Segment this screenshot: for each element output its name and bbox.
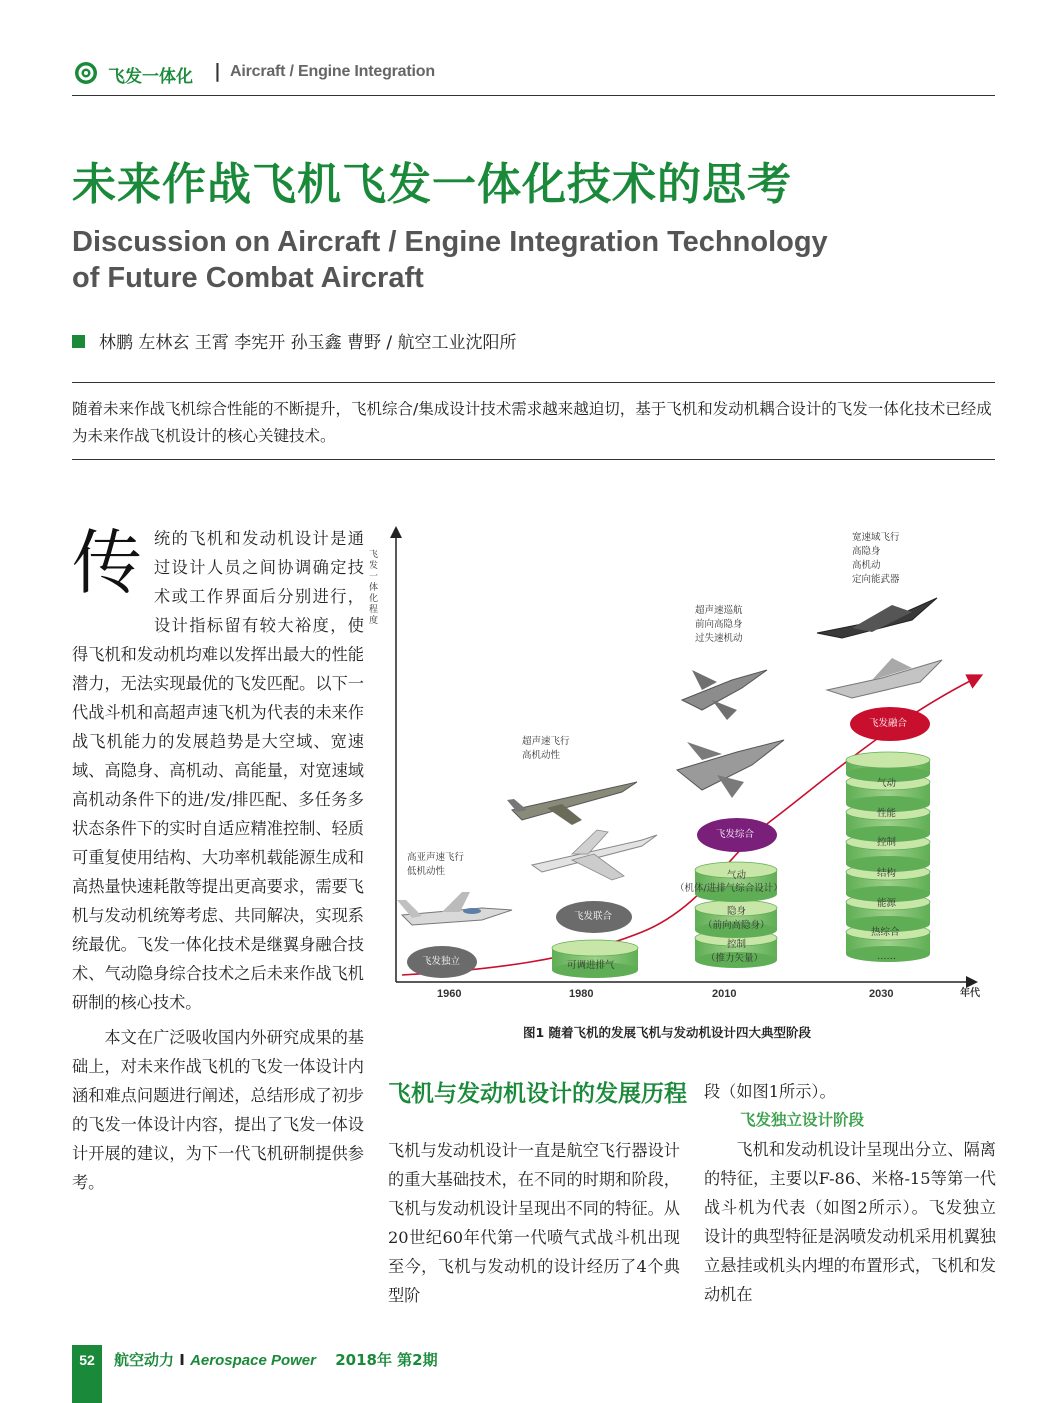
journal-name-en: Aerospace Power	[190, 1352, 316, 1369]
column-3	[704, 1077, 996, 1309]
stage4-disc-aero: 气动	[877, 778, 897, 789]
y-axis-label: 飞发一体化程度	[369, 550, 379, 626]
stage3-feature-1: 超声速巡航	[695, 605, 743, 616]
article-title-cn: 未来作战飞机飞发一体化技术的思考	[72, 159, 792, 210]
article-title-en-line1: Discussion on Aircraft / Engine Integration Technology	[72, 226, 828, 258]
x-axis-label: 年代	[960, 988, 980, 999]
stage4-disc-more: ……	[877, 951, 896, 962]
history-paragraph-continued: 段（如图1所示）。	[704, 1082, 836, 1101]
section-label-en: Aircraft / Engine Integration	[230, 63, 435, 80]
stage1-aircraft	[397, 892, 512, 925]
header-separator: |	[214, 60, 221, 82]
stage4-feature-3: 高机动	[852, 560, 881, 571]
stage3-disc-stealth-sub: （前向高隐身）	[703, 920, 770, 931]
stage2-feature-2: 高机动性	[522, 750, 561, 761]
x-tick-2030: 2030	[869, 988, 894, 1000]
section-heading: 飞机与发动机设计的发展历程	[388, 1081, 687, 1107]
stage4-aircraft	[817, 598, 942, 698]
stage3-feature-2: 前向高隐身	[695, 619, 743, 630]
section-label-cn: 飞发一体化	[108, 67, 193, 87]
stage4-badge-label: 飞发融合	[869, 718, 908, 729]
page-number: 52	[79, 1352, 95, 1368]
stage3-disc-control-sub: （推力矢量）	[706, 953, 764, 964]
drop-cap: 传	[72, 522, 142, 604]
page-footer	[72, 1345, 995, 1403]
stage3-disc-stealth: 隐身	[727, 906, 747, 917]
intro-paragraph	[72, 524, 364, 1017]
journal-info	[114, 1349, 438, 1370]
author-names: 林鹏 左林玄 王霄 李宪开 孙玉鑫 曹野 / 航空工业沈阳所	[99, 333, 517, 353]
stage4-disc-performance: 性能	[877, 808, 897, 819]
article-title-en	[72, 224, 972, 296]
journal-logo-icon	[74, 61, 98, 85]
stage4-disc-structure: 结构	[877, 868, 897, 879]
history-paragraph: 飞机与发动机设计一直是航空飞行器设计的重大基础技术，在不同的时期和阶段，飞机与发动机设计呈现出不同的特征。从20世纪60年代第一代喷气式战斗机出现至今，飞机与发动机的设计经历了4个典型阶	[388, 1141, 680, 1305]
author-square-icon	[72, 335, 85, 348]
abstract: 随着未来作战飞机综合性能的不断提升，飞机综合/集成设计技术需求越来越迫切，基于飞机和发动机耦合设计的飞发一体化技术已经成为未来作战飞机设计的核心关键技术。	[72, 382, 995, 460]
stage4-disc-control: 控制	[877, 837, 897, 848]
stage1-feature-1: 高亚声速飞行	[407, 852, 465, 863]
article-title-en-line2: of Future Combat Aircraft	[72, 262, 424, 294]
stage2-aircraft	[507, 782, 657, 880]
journal-name-cn: 航空动力	[114, 1351, 175, 1369]
subsection-heading: 飞发独立设计阶段	[740, 1111, 865, 1129]
scope-paragraph: 本文在广泛吸收国内外研究成果的基础上，对未来作战飞机的飞发一体设计内涵和难点问题进行阐述，总结形成了初步的飞发一体设计内容，提出了飞发一体设计开展的建议，为下一代飞机研制提供参考。	[72, 1028, 364, 1192]
x-tick-1960: 1960	[437, 988, 462, 1000]
stage4-disc-energy: 能源	[877, 898, 897, 909]
stage3-feature-3: 过失速机动	[695, 633, 743, 644]
stage3-aircraft	[677, 670, 784, 798]
journal-separator: I	[179, 1351, 185, 1369]
author-line	[72, 328, 517, 353]
stage4-feature-1: 宽速域飞行	[852, 532, 900, 543]
stage3-badge-label: 飞发综合	[716, 829, 755, 840]
stage1-paragraph: 飞机和发动机设计呈现出分立、隔离的特征，主要以F-86、米格-15等第一代战斗机为代表（如图2所示）。飞发独立设计的典型特征是涡喷发动机采用机翼独立悬挂或机头内埋的布置形式，飞机和发动机在	[704, 1140, 996, 1304]
stage4-disc-thermal: 热综合	[871, 927, 900, 938]
x-tick-1980: 1980	[569, 988, 594, 1000]
intro-text: 统的飞机和发动机设计是通过设计人员之间协调确定技术或工作界面后分别进行，设计指标留有较大裕度，使得飞机和发动机均难以发挥出最大的性能潜力，无法实现最优的飞发匹配。以下一代战斗机和高超声速飞机为代表的未来作战飞机能力的发展趋势是大空域、宽速域、高隐身、高机动、高能量，对宽速域高机动条件下的进/发/排匹配、多任务多状态条件下的实时自适应精准控制、轻质可重复使用结构、大功率机载能源生成和高热量快速耗散等提出更高要求，需要飞机与发动机统筹考虑、共同解决，实现系统最优。飞发一体化技术是继翼身融合技术、气动隐身综合技术之后未来作战飞机研制的核心技术。	[72, 529, 364, 1012]
stage4-feature-4: 定向能武器	[852, 574, 900, 585]
column-1	[72, 524, 364, 1197]
stage3-disc-aero: 气动	[727, 870, 747, 881]
stage1-badge-label: 飞发独立	[422, 956, 461, 967]
stage2-badge-label: 飞发联合	[574, 911, 613, 922]
stage3-disc-aero-sub: （机体/进排气综合设计）	[675, 883, 783, 894]
figure-1	[369, 520, 992, 1020]
stage4-feature-2: 高隐身	[852, 546, 881, 557]
journal-issue: 2018年 第2期	[335, 1351, 438, 1369]
stage2-feature-1: 超声速飞行	[522, 736, 570, 747]
stage2-disc-label: 可调进排气	[567, 960, 615, 971]
figure-1-diagram	[372, 520, 992, 1020]
stage1-feature-2: 低机动性	[407, 866, 446, 877]
figure-1-caption: 图1 随着飞机的发展飞机与发动机设计四大典型阶段	[523, 1025, 812, 1040]
column-2	[388, 1136, 680, 1310]
running-header	[72, 58, 995, 96]
x-tick-2010: 2010	[712, 988, 737, 1000]
stage3-disc-control: 控制	[727, 939, 747, 950]
